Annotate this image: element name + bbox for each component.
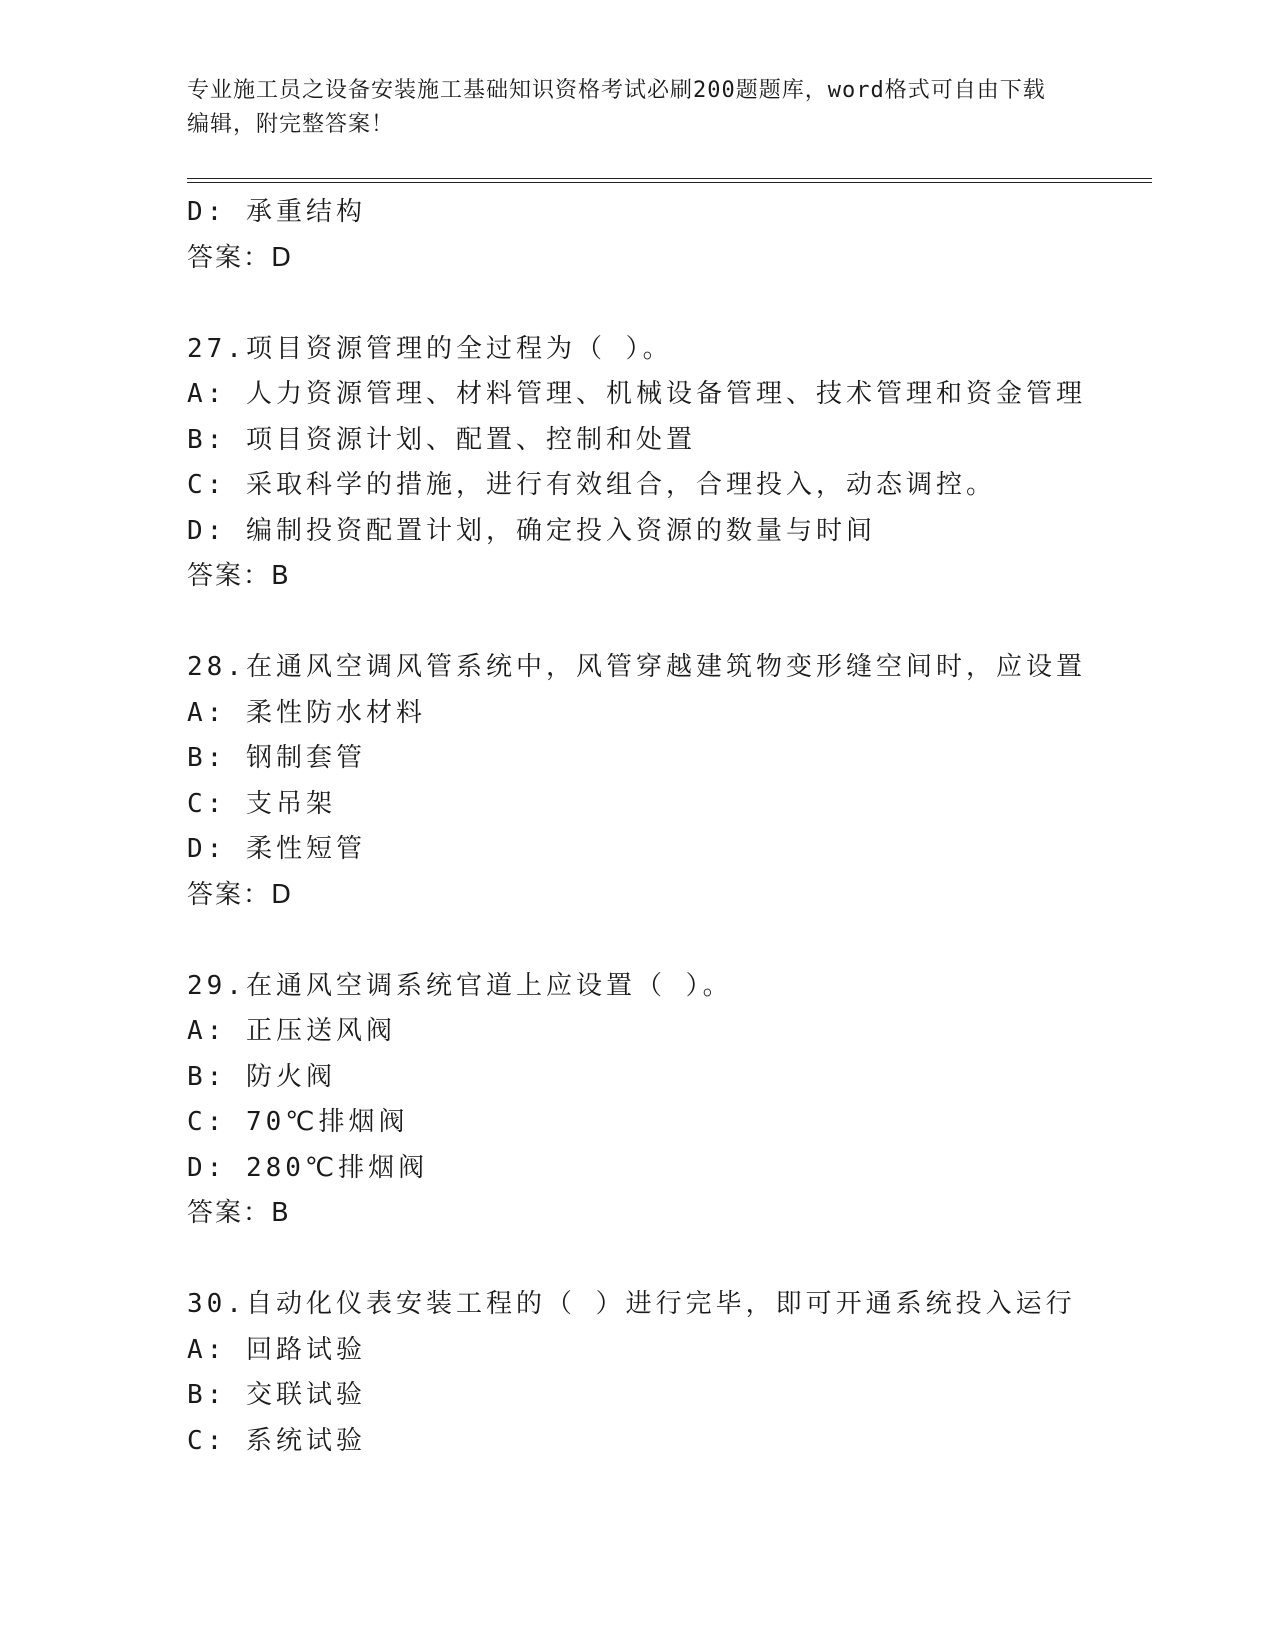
answer-line: 答案：D — [187, 879, 294, 910]
blank-spacer — [187, 600, 1137, 646]
question-text: 27.项目资源管理的全过程为（ ）。 — [187, 333, 673, 364]
option-line: B: 项目资源计划、配置、控制和处置 — [187, 424, 696, 455]
option-line: D: 编制投资配置计划，确定投入资源的数量与时间 — [187, 515, 876, 546]
question-content — [187, 190, 1137, 1464]
question-text: 30.自动化仪表安装工程的（ ）进行完毕，即可开通系统投入运行 — [187, 1289, 1076, 1319]
option-line: A: 柔性防水材料 — [187, 697, 426, 728]
option-line: C: 采取科学的措施，进行有效组合，合理投入，动态调控。 — [187, 470, 996, 500]
option-line: C: 70℃排烟阀 — [187, 1107, 409, 1137]
header-rule-bottom — [187, 182, 1152, 183]
answer-line: 答案：B — [187, 561, 291, 591]
answer-line: 答案：D — [187, 242, 294, 273]
option-line: C: 系统试验 — [187, 1425, 366, 1456]
option-line: D: 柔性短管 — [187, 834, 366, 864]
option-line: B: 钢制套管 — [187, 743, 366, 773]
question-text: 28.在通风空调风管系统中，风管穿越建筑物变形缝空间时，应设置 — [187, 652, 1086, 682]
header-rule-top — [187, 178, 1152, 179]
option-line: B: 防火阀 — [187, 1061, 336, 1092]
option-line: A: 人力资源管理、材料管理、机械设备管理、技术管理和资金管理 — [187, 379, 1086, 409]
option-line: C: 支吊架 — [187, 788, 336, 819]
blank-spacer — [187, 1237, 1137, 1283]
option-line: D: 承重结构 — [187, 197, 366, 227]
document-header: 专业施工员之设备安装施工基础知识资格考试必刷200题题库，word格式可自由下载编辑，附完整答案！ — [187, 78, 1046, 137]
option-line: B: 交联试验 — [187, 1380, 366, 1410]
blank-spacer — [187, 918, 1137, 964]
option-line: A: 正压送风阀 — [187, 1016, 396, 1046]
option-line: D: 280℃排烟阀 — [187, 1152, 429, 1183]
answer-line: 答案：B — [187, 1198, 291, 1228]
blank-spacer — [187, 281, 1137, 327]
option-line: A: 回路试验 — [187, 1334, 366, 1365]
question-text: 29.在通风空调系统官道上应设置（ ）。 — [187, 970, 733, 1001]
